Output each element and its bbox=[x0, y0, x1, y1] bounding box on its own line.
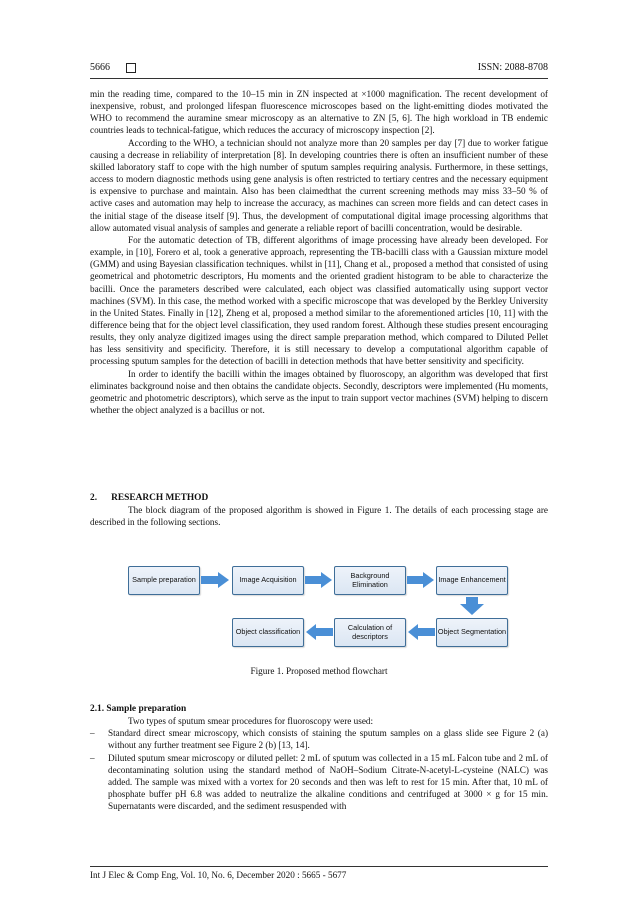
flowchart-arrows bbox=[128, 562, 510, 647]
section-2-1-title: 2.1. Sample preparation bbox=[90, 704, 187, 714]
dash-bullet-icon: – bbox=[90, 728, 95, 739]
arrow-right-icon bbox=[305, 572, 332, 588]
arrow-left-icon bbox=[408, 624, 435, 640]
dash-bullet-icon: – bbox=[90, 752, 95, 763]
header-rule bbox=[90, 78, 548, 79]
arrow-down-icon bbox=[460, 597, 484, 615]
checkbox-square-icon bbox=[126, 63, 136, 73]
arrow-right-icon bbox=[201, 572, 229, 588]
list-item: – Diluted sputum smear microscopy or diluted pellet: 2 mL of sputum was collected in a 15 mL Falcon tube and 2 mL of decontaminating solution using the standard method of NaOH–Sodium Citrate-N-acetyl-L-cysteine (NALC) was added. The sample was mixed with a vortex for 20 seconds and then was left to rest for 15 min. After that, 10 mL of phosphate buffer pH 6.8 was added to neutralize the alkaline conditions and centrifuged at 3000 × g for 15 min. Supernatants were discarded, and the sediment resuspended with bbox=[90, 752, 548, 812]
section-2-1-intro: Two types of sputum smear procedures for fluoroscopy were used: bbox=[128, 716, 374, 727]
arrow-left-icon bbox=[306, 624, 333, 640]
page-number: 5666 bbox=[90, 62, 110, 73]
issn-label: ISSN: 2088-8708 bbox=[477, 62, 548, 73]
paragraph-4: In order to identify the bacilli within the images obtained by fluoroscopy, an algorithm was developed that first eliminates background noise and then obtains the candidate objects. Secondly, descriptors were implemented (Hu moments, geometric and photometric descriptors), which serve as the input to train support vector machines (SVM) helping to discern whether the object analyzed is a bacillus or not. bbox=[90, 368, 548, 416]
paragraph-3: For the automatic detection of TB, different algorithms of image processing have already been developed. For example, in [10], Forero et al, took a generative approach, representing the TB-bacilli class with a Gaussian mixture model (GMM) and using Bayesian classification techniques. whilst in [11], Chang et al., proposed a method that consisted of using geometrical and photometric descriptors, Hu moments and the oriented gradient histogram to be able to characterize the bacilli. Once the parameters described were calculated, each object was classified automatically using support vector machines (SVM). In this case, the method worked with a specific microscope that was developed by the Berkley University in the United States. Finally in [12], Zheng et al, proposed a method similar to the aforementioned articles [10, 11] with the difference being that for the object level classification, they used random forest. Although these studies present encouraging results, they only analyze digitized images using the direct sample preparation method, which compared to Diluted Pellet has less sensitivity and specificity. Therefore, it is still necessary to develop a computational algorithm capable of processing sputum samples for the detection of bacilli in detection methods that have better sensitivity and specificity. bbox=[90, 234, 548, 367]
list-item: – Standard direct smear microscopy, which consists of staining the sputum samples on a glass slide see Figure 2 (a) without any further treatment see Figure 2 (b) [13, 14]. bbox=[90, 728, 548, 751]
node-object-classification: Object classification bbox=[232, 618, 304, 647]
section-2-text: The block diagram of the proposed algorithm is showed in Figure 1. The details of each processing stage are described in the following sections. bbox=[90, 505, 548, 528]
footer-rule bbox=[90, 866, 548, 867]
node-image-acquisition: Image Acquisition bbox=[232, 566, 304, 595]
flowchart bbox=[128, 562, 510, 647]
paragraph-1: min the reading time, compared to the 10–15 min in ZN inspected at ×1000 magnification. The recent development of inexpensive, robust, and prolonged lifespan fluorescence microscopes based on the light-emitting diodes motivated the WHO to recommend the auramine smear microscopy as an alternative to ZN [5, 6]. The high workload in TB endemic countries leads to technical-fatigue, which reduces the accuracy of microscopy inspection [2]. bbox=[90, 89, 548, 136]
node-sample-preparation: Sample preparation bbox=[128, 566, 200, 595]
page-header bbox=[90, 62, 548, 76]
node-object-segmentation: Object Segmentation bbox=[436, 618, 508, 647]
section-2-1 bbox=[90, 703, 548, 812]
intro-body bbox=[90, 88, 548, 416]
footer-citation: Int J Elec & Comp Eng, Vol. 10, No. 6, December 2020 : 5665 - 5677 bbox=[90, 870, 347, 880]
section-2-title: 2. RESEARCH METHOD bbox=[90, 493, 209, 503]
paragraph-2: According to the WHO, a technician should not analyze more than 20 samples per day [7] due to worker fatigue causing a decrease in reliability of interpretation [8]. In developing countries there is often an insufficient number of these skilled laboratory staff to cope with the high number of sputum samples requiring analysis. Furthermore, in these settings, access to modern diagnostic methods using gene analysis is often restricted to tertiary centres and the necessary equipment is expensive to purchase and maintain. Also has been claimedthat the current screening methods may miss 33–50 % of active cases and automation may help to increase the accuracy, as machines can screen more fields and can detect cases in the initial stage of the disease itself [9]. Thus, the development of computational digital image processing algorithms that allow automated visual analysis of samples and generate a reliable report of bacilli concentration, would be desirable. bbox=[90, 137, 548, 233]
arrow-right-icon bbox=[407, 572, 434, 588]
node-background-elimination: Background Elimination bbox=[334, 566, 406, 595]
node-calculation-descriptors: Calculation of descriptors bbox=[334, 618, 406, 647]
section-2 bbox=[90, 492, 548, 528]
node-image-enhancement: Image Enhancement bbox=[436, 566, 508, 595]
figure-caption: Figure 1. Proposed method flowchart bbox=[250, 666, 388, 676]
